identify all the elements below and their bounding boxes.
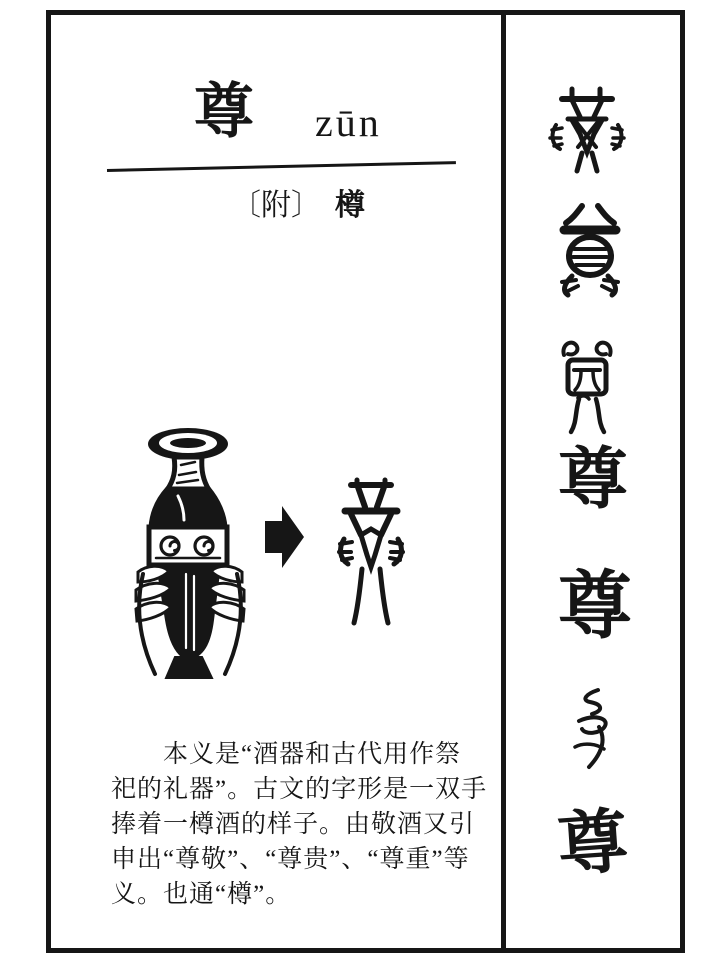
vessel-illustration xyxy=(134,424,246,680)
seal-script-glyph-drawing xyxy=(554,338,620,434)
right-arrow-icon xyxy=(265,504,305,570)
column-divider xyxy=(501,10,506,953)
clerical-script-form: 尊 xyxy=(558,443,628,518)
ancient-zun-glyph-drawing xyxy=(337,477,405,627)
title-underline xyxy=(107,161,456,172)
page-border-bottom xyxy=(46,948,685,953)
variant-label: 〔附〕 xyxy=(231,189,321,222)
page-border-top xyxy=(46,10,685,15)
bronze-glyph-drawing xyxy=(551,203,629,297)
regular-script-form: 尊 xyxy=(558,566,632,648)
variant-character: 樽 xyxy=(335,189,365,222)
page-border-left xyxy=(46,10,51,953)
headword: 尊 xyxy=(194,79,254,145)
explanation-line: 本义是“酒器和古代用作祭 xyxy=(163,741,462,768)
oracle-bone-glyph-drawing xyxy=(549,86,625,174)
variant-row xyxy=(231,188,365,224)
explanation-line: 捧着一樽酒的样子。由敬酒又引 xyxy=(111,811,476,838)
explanation-paragraph xyxy=(111,737,488,912)
explanation-line: 申出“尊敬”、“尊贵”、“尊重”等 xyxy=(111,846,470,873)
cursive-script-glyph-drawing xyxy=(564,686,620,770)
pinyin: zūn xyxy=(315,100,382,145)
explanation-line: 祀的礼器”。古文的字形是一双手 xyxy=(111,776,488,803)
running-script-form: 尊 xyxy=(555,803,631,886)
page-border-right xyxy=(680,10,685,953)
explanation-line: 义。也通“樽”。 xyxy=(111,881,292,908)
